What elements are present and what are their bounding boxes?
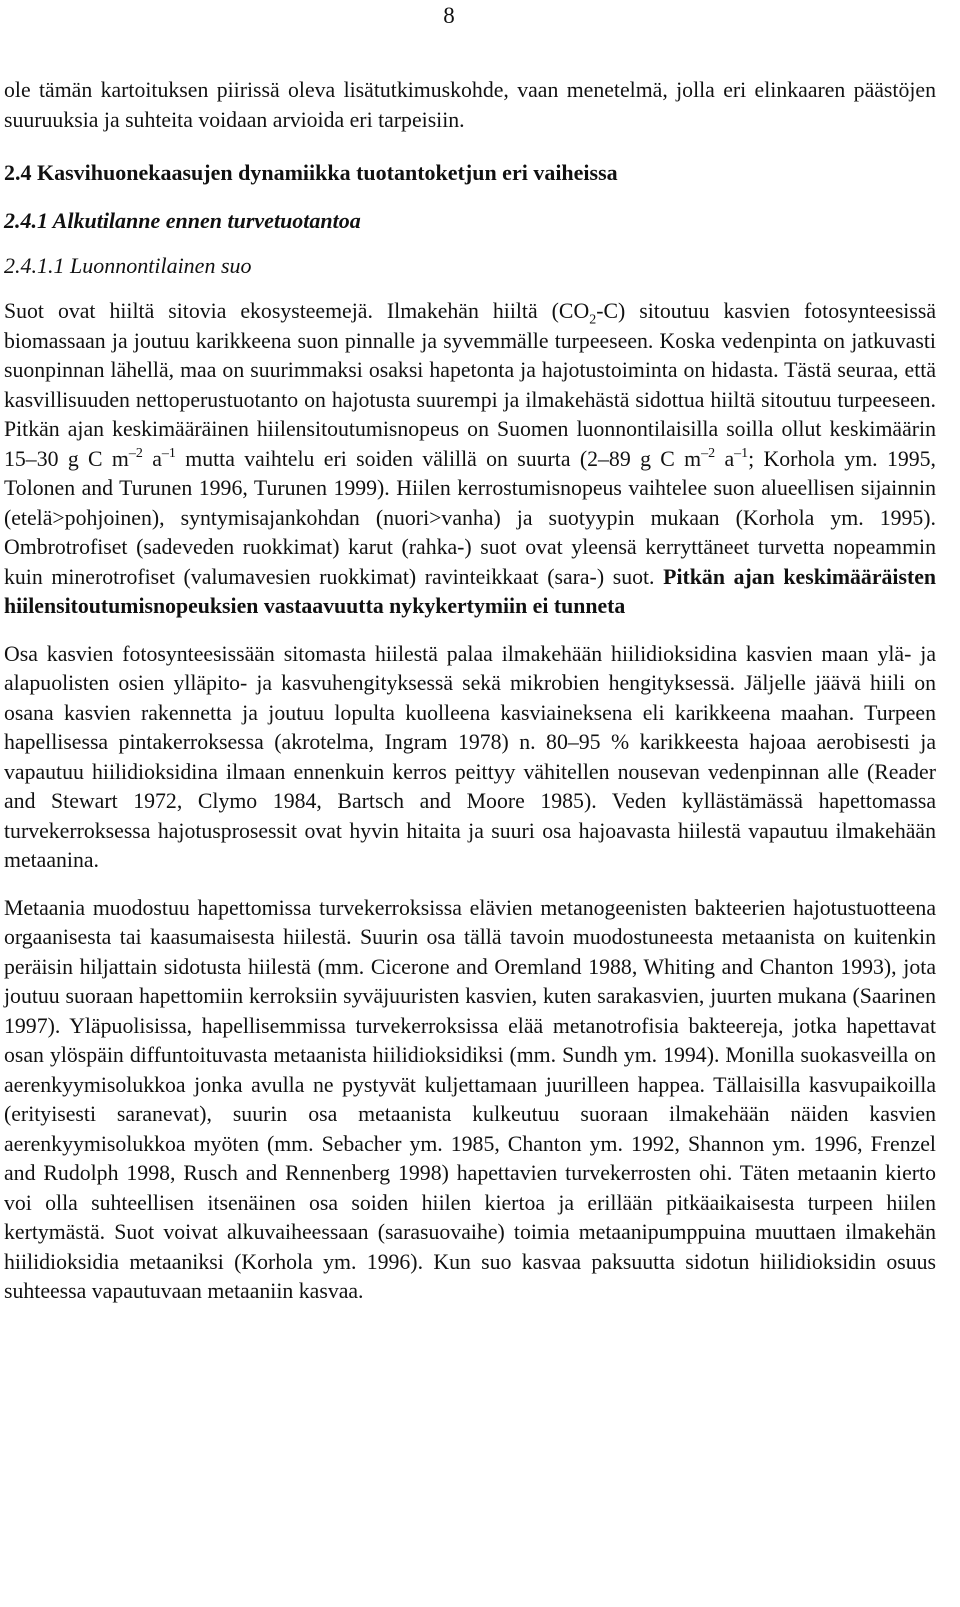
subsubsection-heading: 2.4.1.1 Luonnontilainen suo (4, 253, 252, 278)
text-run: ; Korhola ym. 1995, Tolonen and Turunen 1996, Turunen 1999). Hiilen kerrostumisnopeus vaihtelee suon alueellisen sijainnin (etelä>pohjoinen), syntymisajankohdan (nuori>vanha) ja suotyypin mukaan (Korhola ym. 1995). Ombrotrofiset (sadeveden ruokkimat) karut (rahka-) suot ovat yleensä kerryttäneet turvetta nopeammin kuin minerotrofiset (valumavesien ruokkimat) ravinteikkaat (sara-) suot. (4, 446, 936, 589)
text-run: Suot ovat hiiltä sitovia ekosysteemejä. Ilmakehän hiiltä (CO (4, 299, 590, 323)
superscript: –2 (701, 445, 716, 461)
text-run: -C) sitoutuu kasvien fotosynteesissä biomassaan ja joutuu karikkeena suon pinnalle ja syvemmälle turpeeseen. Koska vedenpinta on jatkuvasti suonpinnan lähellä, maa on suurimmaksi osaksi hapetonta ja hajotustoiminta on hidasta. Tästä seuraa, että kasvillisuuden nettoperustuotanto on hajotusta suurempi ja ilmakehästä sidottua hiiltä sitoutuu turpeeseen. Pitkän ajan keskimääräinen hiilensitoutumisnopeus on Suomen luonnontilaisilla soilla ollut keskimäärin 15–30 g C m (4, 299, 936, 471)
paragraph-methane: Metaania muodostuu hapettomissa turvekerroksissa elävien metanogeenisten bakteerien hajotustuotteena orgaanisesta tai kaasumaisesta hiilestä. Suurin osa tällä tavoin muodostuneesta metaanista on kuitenkin peräisin hiljattain sidotusta hiilestä (mm. Cicerone and Oremland 1988, Whiting and Chanton 1993), jota joutuu suoraan hapettomiin kerroksiin syväjuuristen kasvien, kuten sarakasvien, juurten mukana (Saarinen 1997). Yläpuolisissa, hapellisemmissa turvekerroksissa elää metanotrofisia bakteereja, jotka hapettavat osan ylöspäin diffuntoituvasta metaanista hiilidioksidiksi (mm. Sundh ym. 1994). Monilla suokasveilla on aerenkyymisolukkoa jonka avulla ne pystyvät kuljettamaan juurilleen happea. Tällaisilla kasvupaikoilla (erityisesti saranevat), suurin osa metaanista kulkeutuu suoraan ilmakehään näiden kasvien aerenkyymisolukkoa myöten (mm. Sebacher ym. 1985, Chanton ym. 1992, Shannon ym. 1996, Frenzel and Rudolph 1998, Rusch and Rennenberg 1998) hapettavien turvekerrosten ohi. Täten metaanin kierto voi olla suhteellisen itsenäinen osa soiden hiilen kiertoa ja erillään pitkäaikaisesta turpeen hiilen kertymästä. Suot voivat alkuvaiheessaan (sarasuovaihe) toimia metaanipumppuina muuttaen ilmakehän hiilidioksidia metaaniksi (Korhola ym. 1996). Kun suo kasvaa paksuutta sidotun hiilidioksidin osuus suhteessa vapautuvaan metaaniin kasvaa. (4, 895, 936, 1303)
page-number: 8 (443, 3, 455, 28)
text-run: a (142, 446, 162, 471)
section-heading: 2.4 Kasvihuonekaasujen dynamiikka tuotantoketjun eri vaiheissa (4, 160, 618, 185)
subsection-heading: 2.4.1 Alkutilanne ennen turvetuotantoa (4, 208, 361, 233)
superscript: –1 (734, 445, 749, 461)
paragraph-carbon-sequestration (4, 297, 936, 622)
paragraph-decomposition: Osa kasvien fotosynteesissään sitomasta hiilestä palaa ilmakehään hiilidioksidina kasvien maan ylä- ja alapuolisten osien ylläpito- ja kasvuhengityksessä sekä mikrobien hengityksessä. Jäljelle jäävä hiili on osana kasvien rakennetta ja joutuu lopulta kuolleena kasviaineksena eli karikkeena maahan. Turpeen hapellisessa pintakerroksessa (akrotelma, Ingram 1978) n. 80–95 % karikkeesta hajoaa aerobisesti ja vapautuu hiilidioksidina ilmaan ennenkuin kerros peittyy vähitellen nousevan vedenpinnan alle (Reader and Stewart 1972, Clymo 1984, Bartsch and Moore 1985). Veden kyllästämässä hapettomassa turvekerroksessa hajotusprosessit ovat hyvin hitaita ja suuri osa hajoavasta hiilestä vapautuu ilmakehään metaanina. (4, 641, 936, 872)
text-run: a (715, 446, 735, 471)
intro-paragraph: ole tämän kartoituksen piirissä oleva lisätutkimuskohde, vaan menetelmä, jolla eri elinkaaren päästöjen suuruuksia ja suhteita voidaan arvioida eri tarpeisiin. (4, 78, 936, 132)
subscript: 2 (589, 312, 597, 328)
document-body (4, 76, 936, 1307)
text-run: mutta vaihtelu eri soiden välillä on suurta (2–89 g C m (175, 446, 702, 471)
bold-statement: Pitkän ajan keskimääräisten hiilensitoutumisnopeuksien vastaavuutta nykykertymiin ei tunneta (4, 564, 937, 618)
superscript: –2 (128, 445, 143, 461)
superscript: –1 (161, 445, 176, 461)
